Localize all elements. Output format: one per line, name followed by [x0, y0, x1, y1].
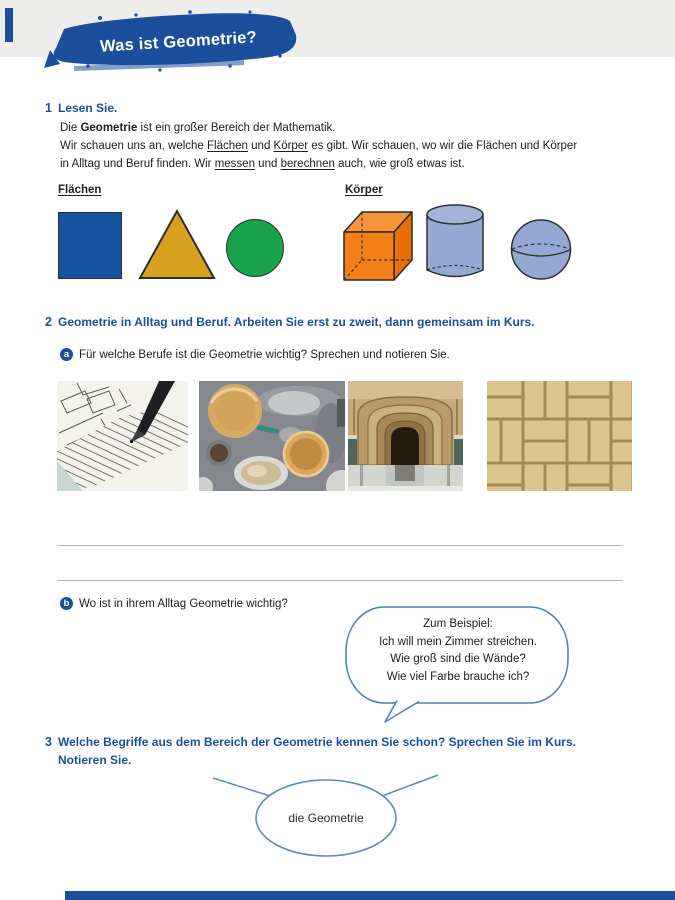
task-item-a: [60, 348, 450, 362]
bubble-line-2: Ich will mein Zimmer streichen.: [379, 635, 537, 648]
photo-parquet-pattern: [487, 381, 632, 491]
section3-heading: [45, 733, 645, 769]
item-b-text: Wo ist in ihrem Alltag Geometrie wichtig?: [79, 598, 288, 610]
item-b-marker: b: [60, 597, 73, 610]
section3-title-line1: Welche Begriffe aus dem Bereich der Geometrie kennen Sie schon? Sprechen Sie im Kurs.: [58, 735, 576, 749]
cylinder-shape: [424, 203, 486, 284]
text-run: ist ein großer Bereich der Mathematik.: [137, 122, 336, 134]
cube-shape: [342, 206, 416, 282]
section3-title-line1-row: [45, 733, 645, 751]
triangle-shape: [138, 209, 216, 280]
text-run: und: [247, 140, 274, 152]
text-run-underlined: Flächen: [207, 140, 248, 152]
text-run: Die: [60, 122, 81, 134]
task-item-b: [60, 597, 288, 611]
text-run-bold: Geometrie: [80, 122, 138, 134]
speech-bubble-text: [355, 616, 561, 686]
paragraph-line-3: [60, 155, 646, 173]
bubble-line-4: Wie viel Farbe brauche ich?: [386, 670, 530, 683]
sphere-shape: [509, 217, 573, 282]
flaechen-label: Flächen: [58, 184, 102, 196]
text-run: Wir schauen uns an, welche: [60, 140, 208, 152]
circle-shape: [226, 219, 284, 277]
paragraph-line-2: [60, 137, 646, 155]
section3-title-line2: Notieren Sie.: [58, 753, 132, 767]
section1-heading: [45, 101, 117, 115]
photo-arched-colonnade: [348, 381, 463, 491]
section1-number: 1: [45, 101, 52, 115]
writing-line: [57, 580, 623, 581]
text-run: es gibt. Wir schauen, wo wir die Flächen und Körper: [308, 140, 578, 152]
photo-plaster-buckets: [199, 381, 345, 491]
bubble-line-3: Wie groß sind die Wände?: [390, 653, 526, 665]
text-run-underlined: Körper: [273, 140, 309, 152]
bubble-line-1: Zum Beispiel:: [423, 618, 493, 630]
text-run: auch, wie groß etwas ist.: [334, 158, 465, 170]
page-bottom-bar: [65, 891, 675, 900]
section2-number: 2: [45, 315, 52, 329]
title-banner: [40, 8, 308, 80]
photo-technical-drawing: [57, 381, 188, 491]
page-title: Was ist Geometrie?: [99, 28, 258, 56]
mindmap-center-label: die Geometrie: [288, 811, 364, 825]
text-run-underlined: messen: [214, 158, 255, 170]
square-shape: [58, 212, 122, 279]
item-a-text: Für welche Berufe ist die Geometrie wichtig? Sprechen und notieren Sie.: [79, 349, 450, 361]
text-run: und: [254, 158, 281, 170]
section2-heading: [45, 315, 645, 329]
paragraph-line-1: [60, 119, 646, 137]
page-edge-mark: [5, 8, 13, 42]
koerper-label: Körper: [345, 184, 383, 196]
section2-title: Geometrie in Alltag und Beruf. Arbeiten Sie erst zu zweit, dann gemeinsam im Kurs.: [58, 315, 535, 329]
text-run: in Alltag und Beruf finden. Wir: [60, 158, 215, 170]
section1-title: Lesen Sie.: [58, 101, 118, 115]
section3-number: 3: [45, 735, 52, 749]
writing-line: [57, 545, 623, 546]
intro-paragraph: [60, 119, 646, 173]
text-run-underlined: berechnen: [280, 158, 335, 170]
item-a-marker: a: [60, 348, 73, 361]
